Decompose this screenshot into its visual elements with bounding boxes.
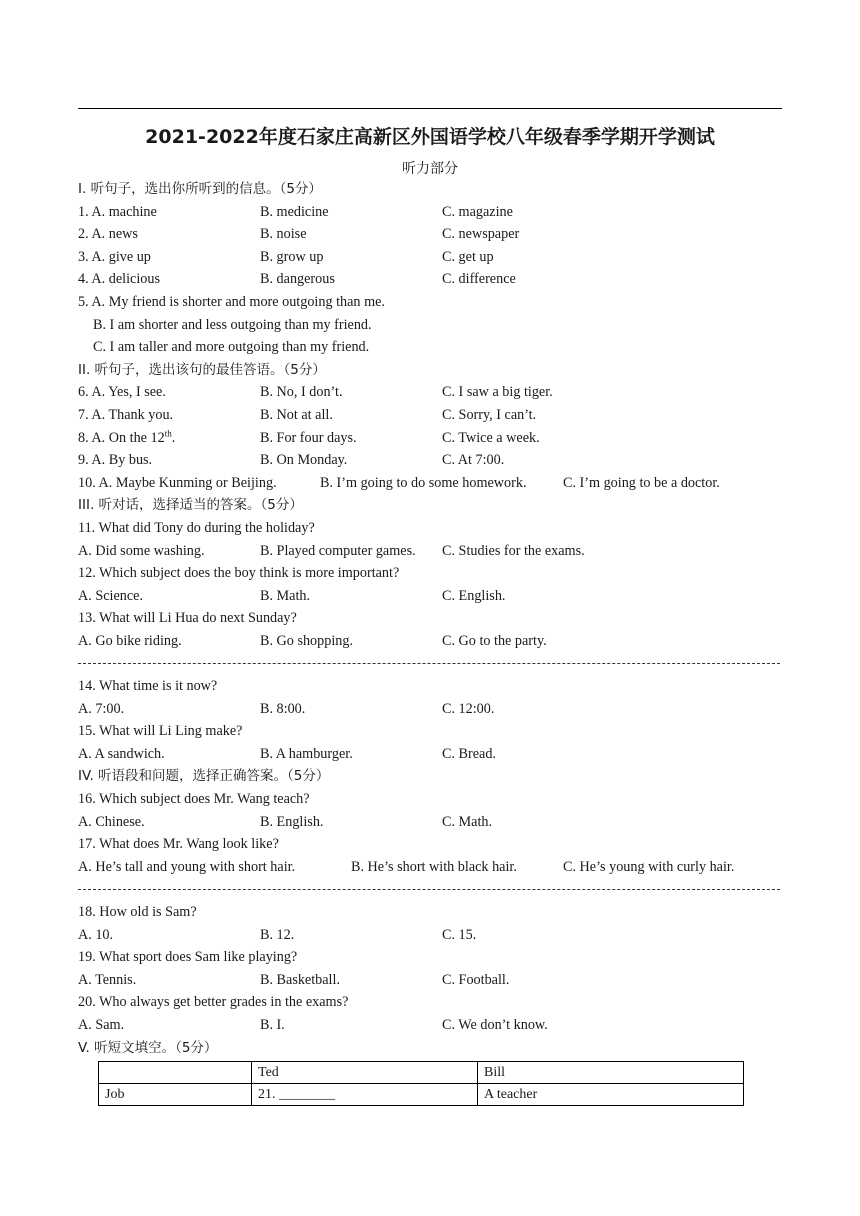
- question-2: [78, 223, 782, 246]
- section-heading-3: III. 听对话，选择适当的答案。（5分）: [78, 497, 303, 514]
- question-18-stem: 18. How old is Sam?: [78, 904, 197, 920]
- option-b: B. He’s short with black hair.: [351, 858, 517, 875]
- option-c: C. Math.: [442, 813, 493, 830]
- option-a: A. Chinese.: [78, 813, 145, 830]
- section-heading-2: II. 听句子，选出该句的最佳答语。（5分）: [78, 361, 326, 378]
- page-title: 2021-2022年度石家庄高新区外国语学校八年级春季学期开学测试: [145, 126, 715, 148]
- option-b: B. I’m going to do some homework.: [320, 474, 527, 491]
- option-a: [78, 427, 175, 450]
- option-b: B. noise: [260, 226, 307, 243]
- option-a: A. Tennis.: [78, 971, 137, 988]
- question-10: [78, 472, 782, 495]
- option-a: A. 10.: [78, 926, 114, 943]
- option-b: B. 12.: [260, 926, 295, 943]
- option-c: C. I saw a big tiger.: [442, 384, 553, 401]
- option-c: C. magazine: [442, 203, 513, 220]
- question-3: [78, 246, 782, 269]
- option-b: B. grow up: [260, 248, 324, 265]
- option-b: B. On Monday.: [260, 452, 348, 469]
- option-a: 4. A. delicious: [78, 271, 160, 288]
- table-row: [99, 1084, 744, 1106]
- exam-content: [78, 178, 782, 1106]
- question-12-options: [78, 585, 782, 608]
- option-b: B. A hamburger.: [260, 745, 353, 762]
- option-b: B. English.: [260, 813, 324, 830]
- question-14-options: [78, 698, 782, 721]
- option-c: C. We don’t know.: [442, 1016, 548, 1033]
- option-c: C. 12:00.: [442, 700, 495, 717]
- option-a: A. Did some washing.: [78, 542, 205, 559]
- option-a: 6. A. Yes, I see.: [78, 384, 166, 401]
- question-19-options: [78, 969, 782, 992]
- option-b: B. Played computer games.: [260, 542, 416, 559]
- option-c: C. Football.: [442, 971, 510, 988]
- option-a: A. Science.: [78, 587, 144, 604]
- section-heading-5: V. 听短文填空。（5分）: [78, 1039, 218, 1056]
- question-13-options: [78, 630, 782, 653]
- question-5-option-c: [78, 336, 782, 359]
- question-9: [78, 449, 782, 472]
- question-13-stem: 13. What will Li Hua do next Sunday?: [78, 610, 297, 627]
- option-a: 2. A. news: [78, 226, 138, 243]
- option-a: 1. A. machine: [78, 203, 157, 220]
- question-6: [78, 381, 782, 404]
- question-14-stem: 14. What time is it now?: [78, 678, 218, 695]
- question-5-option-a: 5. A. My friend is shorter and more outgoing than me.: [78, 293, 385, 310]
- option-b: B. For four days.: [260, 429, 357, 446]
- option-c: C. difference: [442, 271, 516, 288]
- option-c: C. newspaper: [442, 226, 520, 243]
- question-1: [78, 201, 782, 224]
- option-b: B. 8:00.: [260, 700, 306, 717]
- option-c: C. Sorry, I can’t.: [442, 406, 537, 423]
- section-heading-4: IV. 听语段和问题，选择正确答案。（5分）: [78, 768, 330, 785]
- option-b: B. Not at all.: [260, 406, 333, 423]
- question-20-options: [78, 1014, 782, 1037]
- question-12-stem: 12. Which subject does the boy think is more important?: [78, 565, 400, 582]
- option-c: C. 15.: [442, 926, 477, 943]
- question-4: [78, 268, 782, 291]
- question-17-stem: 17. What does Mr. Wang look like?: [78, 836, 279, 853]
- page-subtitle: 听力部分: [402, 161, 458, 177]
- info-table: [98, 1061, 744, 1106]
- question-5-option-b: [78, 314, 782, 337]
- question-17-options: [78, 856, 782, 879]
- question-18-options: [78, 924, 782, 947]
- option-a: A. 7:00.: [78, 700, 125, 717]
- option-c: C. I am taller and more outgoing than my friend.: [93, 339, 370, 356]
- option-c: C. Studies for the exams.: [442, 542, 585, 559]
- question-7: [78, 404, 782, 427]
- question-8: [78, 427, 782, 450]
- table-header-row: [99, 1062, 744, 1084]
- question-20-stem: 20. Who always get better grades in the exams?: [78, 994, 349, 1011]
- option-a: A. He’s tall and young with short hair.: [78, 858, 296, 875]
- option-a-period: .: [171, 429, 176, 446]
- question-11-stem: 11. What did Tony do during the holiday?: [78, 519, 315, 536]
- option-a: A. Go bike riding.: [78, 632, 182, 649]
- table-cell: A teacher: [478, 1084, 744, 1106]
- option-a: A. Sam.: [78, 1016, 125, 1033]
- dashed-separator: [78, 878, 782, 901]
- option-b: B. Basketball.: [260, 971, 340, 988]
- section-heading-1: I. 听句子，选出你所听到的信息。（5分）: [78, 181, 322, 197]
- option-a: 9. A. By bus.: [78, 452, 153, 469]
- option-b: B. Go shopping.: [260, 632, 354, 649]
- table-blank-21[interactable]: 21. ________: [252, 1084, 478, 1106]
- question-15-stem: 15. What will Li Ling make?: [78, 723, 243, 740]
- option-c: C. I’m going to be a doctor.: [563, 474, 720, 491]
- question-16-options: [78, 811, 782, 834]
- table-header-ted: Ted: [252, 1062, 478, 1084]
- table-cell: [99, 1062, 252, 1084]
- option-b: B. Math.: [260, 587, 311, 604]
- dashed-separator: [78, 652, 782, 675]
- option-a: 7. A. Thank you.: [78, 406, 174, 423]
- option-c: C. Twice a week.: [442, 429, 540, 446]
- table-row-label: Job: [99, 1084, 252, 1106]
- option-a: 3. A. give up: [78, 248, 151, 265]
- question-15-options: [78, 743, 782, 766]
- option-b: B. No, I don’t.: [260, 384, 343, 401]
- option-c: C. Go to the party.: [442, 632, 547, 649]
- option-b: B. I am shorter and less outgoing than my friend.: [93, 316, 372, 333]
- option-a-text: 8. A. On the 12: [78, 429, 165, 446]
- option-c: C. English.: [442, 587, 506, 604]
- option-a: A. A sandwich.: [78, 745, 165, 762]
- question-11-options: [78, 540, 782, 563]
- table-header-bill: Bill: [478, 1062, 744, 1084]
- header-rule: [78, 108, 782, 109]
- option-c: C. At 7:00.: [442, 452, 505, 469]
- question-16-stem: 16. Which subject does Mr. Wang teach?: [78, 791, 310, 808]
- ordinal-suffix: th: [164, 427, 172, 438]
- option-a: 10. A. Maybe Kunming or Beijing.: [78, 474, 277, 491]
- option-c: C. Bread.: [442, 745, 496, 762]
- option-b: B. I.: [260, 1016, 285, 1033]
- option-b: B. dangerous: [260, 271, 335, 288]
- option-b: B. medicine: [260, 203, 329, 220]
- question-19-stem: 19. What sport does Sam like playing?: [78, 949, 298, 966]
- option-c: C. get up: [442, 248, 494, 265]
- option-c: C. He’s young with curly hair.: [563, 858, 735, 875]
